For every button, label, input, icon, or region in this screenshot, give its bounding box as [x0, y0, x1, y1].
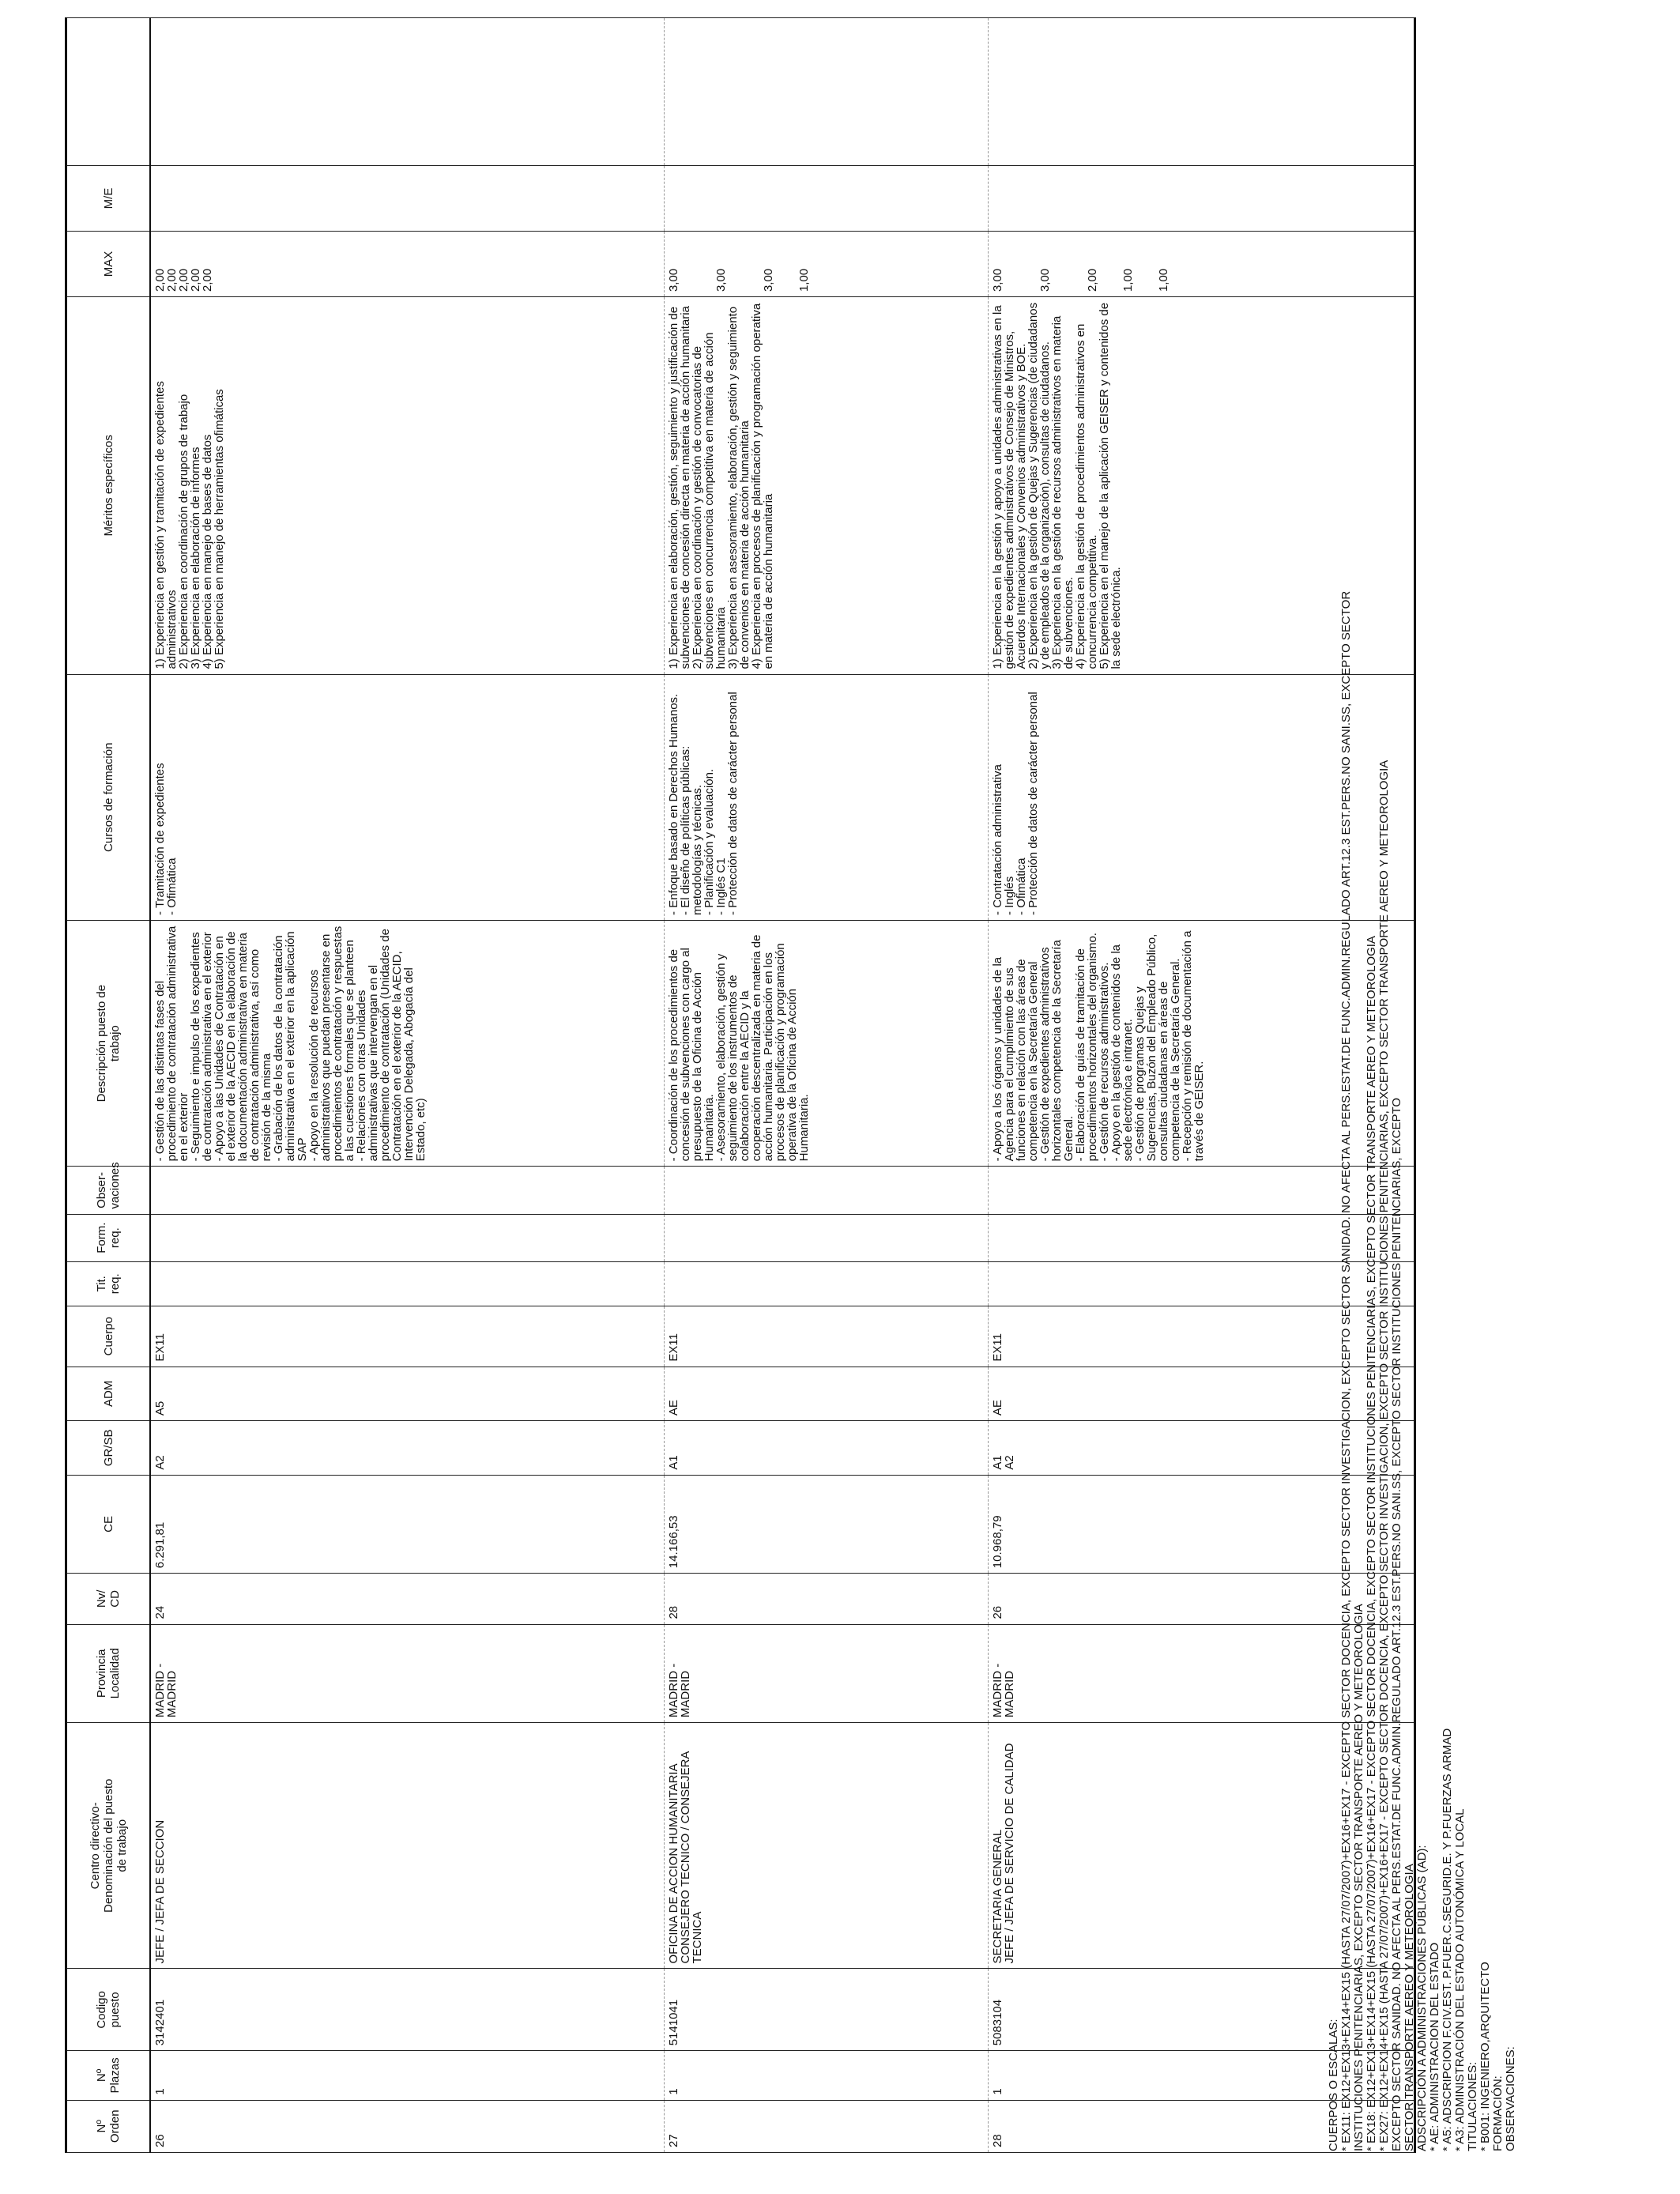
table-row — [150, 18, 664, 2153]
cell-observaciones — [664, 1167, 988, 1214]
cell-codigo: 3142401 — [150, 1969, 664, 2051]
cell-centro — [150, 1723, 664, 1969]
cell-formacion — [664, 1214, 988, 1261]
footnote-ex18: * EX18: EX12+EX13+EX14+EX15 (HASTA 27/07/2007)+EX16+EX17 - EXCEPTO SECTOR DOCENCIA, EXCEPTO SECTOR INSTITUCIONES PENITENCIARIAS, EXCEPTO SECTOR TRANSPORTE AEREO Y METEOROLOGIA — [1365, 936, 1378, 2151]
footnote-heading-observaciones: OBSERVACIONES: — [1504, 2046, 1517, 2151]
cell-me — [664, 165, 988, 231]
header-plazas: Nº Plazas — [66, 2051, 151, 2100]
header-cursos: Cursos de formación — [66, 674, 151, 920]
cell-descripcion: - Apoyo a los órganos y unidades de la Agencia para el cumplimiento de sus funciones en relación con las áreas de competencia en la Secretaría General - Gestión de expedientes administrativos horizontales competencia de la Secretaría General. - Elaboración de guías de tramitación de procedimientos horizontales del organismo. - Gestión de recursos administrativos. - Apoyo en la gestión de contenidos de la sede electrónica e intranet. - Gestión de programas Quejas y Sugerencias, Buzón del Empleado Público, consultas ciudadanas en áreas de competencia de la Secretaría General. - Recepción y remisión de documentación a través de GEISER. — [988, 920, 1414, 1166]
header-spare — [66, 18, 151, 166]
cell-descripcion: - Coordinación de los procedimientos de concesión de subvenciones con cargo al presupuesto de la Oficina de Acción Humanitaria. - Asesoramiento, elaboración, gestión y seguimiento de los instrumentos de colaboración entre la AECID y la cooperación descentralizada en materia de acción humanitaria. Participación en los procesos de planificación y programación operativa de la Oficina de Acción Humanitaria. — [664, 920, 988, 1166]
cell-ce: 10.968,79 — [988, 1475, 1414, 1574]
cell-plazas: 1 — [664, 2051, 988, 2100]
cell-adm: AE — [664, 1367, 988, 1421]
cell-grupo: A1 — [664, 1421, 988, 1476]
cell-formacion — [150, 1214, 664, 1261]
cell-provincia: MADRID - MADRID — [664, 1624, 988, 1723]
cell-ce: 14.166,53 — [664, 1475, 988, 1574]
cell-puesto: JEFE / JEFA DE SECCION — [153, 1819, 167, 1964]
cell-nivel: 26 — [988, 1574, 1414, 1624]
header-me: M/E — [66, 165, 151, 231]
header-centro: Centro directivo- Denominación del puesto de trabajo — [66, 1723, 151, 1969]
cell-codigo: 5141041 — [664, 1969, 988, 2051]
header-orden: Nº Orden — [66, 2100, 151, 2152]
footnote-a3: * A3: ADMINISTRACIÓN DEL ESTADO AUTONÓMICA Y LOCAL — [1453, 1808, 1467, 2151]
cell-observaciones — [150, 1167, 664, 1214]
header-adm: ADM — [66, 1367, 151, 1421]
cell-puesto: JEFE / JEFA DE SERVICIO DE CALIDAD — [1002, 1743, 1016, 1964]
cell-nivel: 24 — [150, 1574, 664, 1624]
header-observaciones: Obser- vaciones — [66, 1167, 151, 1214]
footnote-heading-adscripcion: ADSCRIPCIÓN A ADMINISTRACIONES PÚBLICAS (AD): — [1415, 1845, 1429, 2151]
cell-provincia: MADRID - MADRID — [150, 1624, 664, 1723]
footnote-heading-titulaciones: TITULACIONES: — [1466, 2061, 1479, 2151]
cell-spare — [664, 18, 988, 166]
footnote-b001: * B001: INGENIERO,ARQUITECTO — [1478, 1962, 1492, 2151]
header-formacion: Form. req. — [66, 1214, 151, 1261]
cell-plazas: 1 — [988, 2051, 1414, 2100]
cell-puesto: CONSEJERO TECNICO / CONSEJERA TECNICA — [678, 1751, 704, 1964]
header-codigo: Codigo puesto — [66, 1969, 151, 2051]
cell-cuerpo: EX11 — [664, 1306, 988, 1367]
cell-me — [150, 165, 664, 231]
header-max: MAX — [66, 232, 151, 297]
table-row — [664, 18, 988, 2153]
footnote-ex11: * EX11: EX12+EX13+EX14+EX15 (HASTA 27/07/2007)+EX16+EX17 - EXCEPTO SECTOR DOCENCIA, EXCEPTO SECTOR INVESTIGACION, EXCEPTO SECTOR SANIDAD. NO AFECTA AL PERS.ESTAT.DE FUNC.ADMIN.REGULADO ART.12.3 EST.PERS.NO SANI.SS, EXCEPTO SECTOR INSTITUCIONES PENITENCIARIAS, EXCEPTO SECTOR TRANSPORTE AEREO Y METEOROLOGIA — [1339, 590, 1365, 2151]
header-descripcion: Descripción puesto de trabajo — [66, 920, 151, 1166]
cell-codigo: 5083104 — [988, 1969, 1414, 2051]
cell-unidad: OFICINA DE ACCION HUMANITARIA — [666, 1763, 680, 1964]
footnote-a5: * A5: ADSCRIPCION F.CIV.EST. P.FUER.C.SEGURID.E. Y P.FUERZAS ARMAD — [1441, 1728, 1454, 2151]
cell-titulacion — [664, 1261, 988, 1306]
cell-cursos: - Enfoque basado en Derechos Humanos. - El diseño de políticas públicas: metodologías y técnicas. - Planificación y evaluación. - Inglés C1 - Protección de datos de carácter personal — [664, 674, 988, 920]
cell-ce: 6.291,81 — [150, 1475, 664, 1574]
cell-orden: 28 — [988, 2100, 1414, 2152]
cell-meritos: 1) Experiencia en gestión y tramitación de expedientes administrativos 2) Experiencia en coordinación de grupos de trabajo 3) Experiencia en elaboración de informes 4) Experiencia en manejo de bases de datos 5) Experiencia en manejo de herramientas ofimáticas — [150, 297, 664, 675]
cell-nivel: 28 — [664, 1574, 988, 1624]
cell-adm: A5 — [150, 1367, 664, 1421]
header-grupo: GR/SB — [66, 1421, 151, 1476]
cell-centro — [664, 1723, 988, 1969]
cell-cuerpo: EX11 — [150, 1306, 664, 1367]
header-titulacion: Tit. req. — [66, 1261, 151, 1306]
cell-orden: 26 — [150, 2100, 664, 2152]
cell-unidad: SECRETARIA GENERAL — [990, 1829, 1004, 1964]
cell-adm: AE — [988, 1367, 1414, 1421]
cell-max: 3,00 3,00 3,00 1,00 — [664, 232, 988, 297]
footnote-heading-formacion: FORMACIÓN: — [1491, 2075, 1505, 2151]
cell-meritos: 1) Experiencia en elaboración, gestión, seguimiento y justificación de subvenciones de concesión directa en materia de acción humanitaria 2) Experiencia en coordinación y gestión de convocatorias de subvenciones en concurrencia competitiva en materia de acción humanitaria 3) Experiencia en asesoramiento, elaboración, gestión y seguimiento de convenios en materia de acción humanitaria 4) Experiencia en procesos de planificación y programación operativa en materia de acción humanitaria — [664, 297, 988, 675]
cell-meritos: 1) Experiencia en la gestión y apoyo a unidades administrativas en la gestión de expedientes administrativos de Consejo de Ministros, Acuerdos Internacionales y Convenios administrativos y BOE. 2) Experiencia en la gestión de Quejas y Sugerencias (de ciudadanos y de empleados de la organización), consultas de ciudadanos. 3) Experiencia en la gestión de recursos administrativos en materia de subvenciones. 4) Experiencia en la gestión de procedimientos administrativos en concurrencia competitiva. 5) Experiencia en el manejo de la aplicación GEISER y contenidos de la sede electrónica. — [988, 297, 1414, 675]
cell-plazas: 1 — [150, 2051, 664, 2100]
footnote-heading-cuerpos: CUERPOS O ESCALAS: — [1327, 2019, 1340, 2151]
cell-cursos: - Contratación administrativa - Inglés - Ofimática - Protección de datos de carácter personal — [988, 674, 1414, 920]
cell-descripcion: - Gestión de las distintas fases del procedimiento de contratación administrativa en el exterior - Seguimiento e impulso de los expedientes de contratación administrativa en el exterior - Apoyo a las Unidades de Contratación en el exterior de la AECID en la elaboración de la documentación administrativa en materia de contratación administrativa, así como revisión de la misma - Grabación de los datos de la contratación administrativa en el exterior en la aplicación SAP - Apoyo en la resolución de recursos administrativos que puedan presentarse en procedimientos de contratación y respuestas a las cuestiones formales que se planteen - Relaciones con otras Unidades administrativas que intervengan en el procedimiento de contratación (Unidades de Contratación en el exterior de la AECID, Intervención Delegada, Abogacía del Estado, etc) — [150, 920, 664, 1166]
cell-cursos: - Tramitación de expedientes - Ofimática — [150, 674, 664, 920]
footnote-ex27: * EX27: EX12+EX14+EX15 (HASTA 27/07/2007)+EX16+EX17 - EXCEPTO SECTOR DOCENCIA, EXCEPTO SECTOR INVESTIGACION, EXCEPTO SECTOR INSTITUCIONES PENITENCIARIAS, EXCEPTO SECTOR TRANSPORTE AEREO Y METEOROLOGIA — [1377, 760, 1391, 2151]
header-meritos: Méritos específicos — [66, 297, 151, 675]
cell-max: 3,00 3,00 2,00 1,00 1,00 — [988, 232, 1414, 297]
cell-spare — [150, 18, 664, 166]
footnote-ae: * AE: ADMINISTRACION DEL ESTADO — [1428, 1942, 1441, 2151]
cell-grupo: A1 A2 — [988, 1421, 1414, 1476]
header-ce: CE — [66, 1475, 151, 1574]
cell-cuerpo: EX11 — [988, 1306, 1414, 1367]
cell-max: 2,00 2,00 2,00 2,00 2,00 — [150, 232, 664, 297]
cell-orden: 27 — [664, 2100, 988, 2152]
header-cuerpo: Cuerpo — [66, 1306, 151, 1367]
cell-grupo: A2 — [150, 1421, 664, 1476]
cell-provincia: MADRID - MADRID — [988, 1624, 1414, 1723]
job-positions-table — [65, 17, 1416, 2153]
cell-titulacion — [150, 1261, 664, 1306]
footnotes — [1328, 33, 1517, 2151]
header-nivel: Nv/ CD — [66, 1574, 151, 1624]
header-provincia: Provincia Localidad — [66, 1624, 151, 1723]
footnote-ex27-cont: EXCEPTO SECTOR SANIDAD. NO AFECTA AL PERS.ESTAT.DE FUNC.ADMIN.REGULADO ART.12.3 EST.PERS.NO SANI.SS, EXCEPTO SECTOR INSTITUCIONES PENITENCIARIAS, EXCEPTO SECTOR TRANSPORTE AEREO Y METEOROLOGIA — [1390, 1097, 1416, 2151]
table-header-row — [66, 18, 151, 2153]
